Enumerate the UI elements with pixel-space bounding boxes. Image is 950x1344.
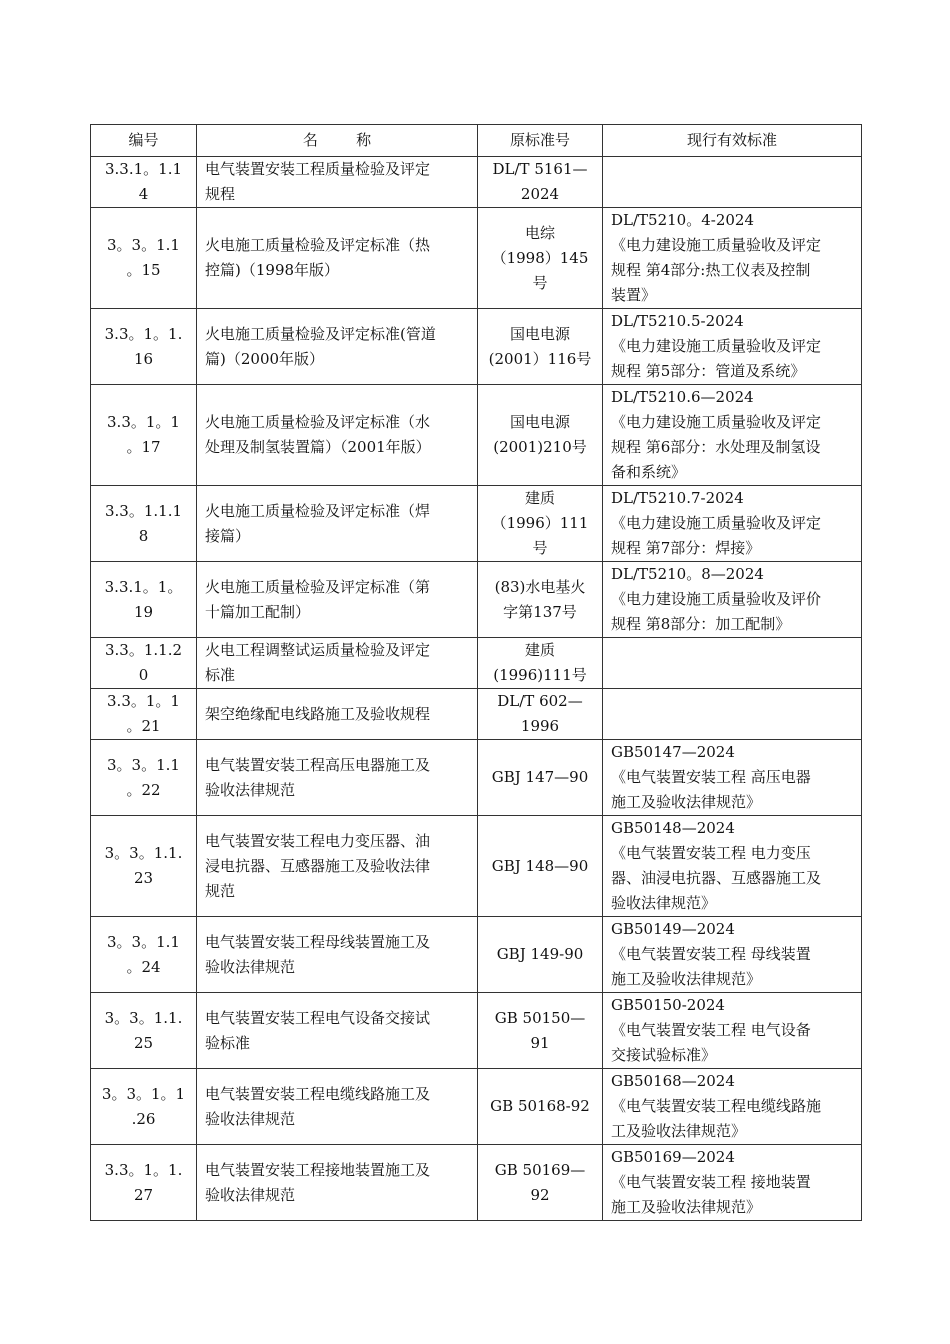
- table-row: [91, 385, 862, 486]
- cell-current-standard-line: 器、油浸电抗器、互感器施工及: [611, 869, 822, 887]
- cell-original-standard-line: 1996: [520, 717, 560, 735]
- cell-number: [91, 1069, 197, 1145]
- cell-current-standard: [603, 993, 862, 1069]
- cell-name: [197, 740, 478, 816]
- cell-name-line: 浸电抗器、互感器施工及验收法律: [205, 856, 431, 875]
- cell-current-standard-line: 《电力建设施工质量验收及评定: [611, 236, 822, 254]
- cell-original-standard: [478, 917, 603, 993]
- cell-number-line: 0: [138, 666, 149, 684]
- table-row: [91, 993, 862, 1069]
- cell-current-standard-line: DL/T5210。8—2024: [611, 565, 764, 583]
- cell-original-standard: [478, 740, 603, 816]
- cell-current-standard: [603, 562, 862, 638]
- cell-name-line: 规程: [205, 185, 236, 203]
- cell-name: [197, 1145, 478, 1221]
- cell-current-standard-line: 装置》: [611, 286, 657, 304]
- cell-number: [91, 486, 197, 562]
- cell-original-standard-line: 号: [532, 539, 548, 557]
- cell-number-line: 3。3。1.1: [107, 236, 180, 254]
- cell-original-standard: [478, 309, 603, 385]
- cell-original-standard: [478, 638, 603, 689]
- cell-current-standard-line: GB50147—2024: [611, 743, 735, 761]
- cell-number-line: 。21: [126, 717, 161, 735]
- table-row: [91, 486, 862, 562]
- cell-current-standard-line: 规程 第8部分：加工配制》: [611, 615, 791, 633]
- cell-number: [91, 562, 197, 638]
- header-number: 编号: [91, 125, 197, 157]
- cell-current-standard-line: 规程 第6部分：水处理及制氢设: [611, 438, 821, 456]
- cell-current-standard-line: 《电力建设施工质量验收及评定: [611, 413, 822, 431]
- cell-name-line: 电气装置安装工程质量检验及评定: [205, 160, 431, 178]
- cell-number: [91, 638, 197, 689]
- cell-current-standard: [603, 309, 862, 385]
- table-row: [91, 689, 862, 740]
- cell-current-standard-line: 《电力建设施工质量验收及评价: [611, 590, 822, 608]
- cell-name-line: 验收法律规范: [205, 957, 296, 976]
- header-current-standard: 现行有效标准: [603, 125, 862, 157]
- cell-original-standard-line: (1996)111号: [493, 666, 587, 684]
- cell-current-standard: [603, 1069, 862, 1145]
- cell-original-standard: [478, 486, 603, 562]
- cell-number-line: 3.3。1。1: [107, 692, 180, 710]
- cell-number: [91, 1145, 197, 1221]
- cell-name-line: 架空绝缘配电线路施工及验收规程: [205, 704, 431, 723]
- cell-current-standard: [603, 816, 862, 917]
- cell-name-line: 电气装置安装工程接地装置施工及: [205, 1160, 431, 1179]
- cell-original-standard-line: （1996）111: [491, 514, 589, 532]
- cell-number-line: 3.3。1。1: [107, 413, 180, 431]
- cell-current-standard-line: 备和系统》: [611, 463, 687, 481]
- cell-number-line: 27: [133, 1185, 154, 1204]
- cell-original-standard-line: GBJ 148—90: [491, 856, 589, 875]
- cell-current-standard-line: 规程 第5部分：管道及系统》: [611, 362, 806, 380]
- cell-current-standard: [603, 638, 862, 689]
- table-body: [91, 157, 862, 1221]
- cell-name: [197, 385, 478, 486]
- cell-name: [197, 309, 478, 385]
- cell-number-line: 3.3。1.1.1: [104, 501, 183, 520]
- cell-name: [197, 486, 478, 562]
- cell-current-standard-line: 《电气装置安装工程电缆线路施: [611, 1097, 822, 1115]
- cell-original-standard: [478, 385, 603, 486]
- cell-original-standard-line: 国电电源: [509, 324, 570, 343]
- cell-current-standard: [603, 385, 862, 486]
- cell-current-standard-line: 《电气装置安装工程 电力变压: [611, 844, 811, 862]
- table-row: [91, 1069, 862, 1145]
- cell-name-line: 火电施工质量检验及评定标准(管道: [205, 324, 436, 343]
- cell-current-standard: [603, 208, 862, 309]
- cell-name-line: 验标准: [205, 1033, 251, 1052]
- cell-original-standard-line: 国电电源: [509, 413, 570, 431]
- cell-number-line: 3。3。1.1: [107, 755, 180, 774]
- cell-name: [197, 1069, 478, 1145]
- cell-original-standard-line: (2001)210号: [493, 438, 587, 456]
- cell-number-line: 3.3.1。1.1: [104, 160, 183, 178]
- cell-number: [91, 208, 197, 309]
- cell-original-standard: [478, 993, 603, 1069]
- cell-original-standard: [478, 816, 603, 917]
- table-row: [91, 562, 862, 638]
- cell-original-standard: [478, 208, 603, 309]
- table-row: [91, 740, 862, 816]
- header-row: [91, 125, 862, 157]
- header-name: 名 称: [197, 125, 478, 157]
- cell-current-standard-line: 《电力建设施工质量验收及评定: [611, 514, 822, 532]
- cell-name-line: 验收法律规范: [205, 1109, 296, 1128]
- cell-current-standard-line: GB50148—2024: [611, 819, 735, 837]
- cell-current-standard-line: GB50169—2024: [611, 1148, 735, 1166]
- cell-number-line: 19: [133, 602, 154, 621]
- cell-name-line: 火电施工质量检验及评定标准（热: [205, 236, 431, 254]
- cell-current-standard: [603, 157, 862, 208]
- table-row: [91, 917, 862, 993]
- table-row: [91, 1145, 862, 1221]
- cell-current-standard-line: GB50168—2024: [611, 1072, 735, 1090]
- header-original-standard: 原标准号: [478, 125, 603, 157]
- cell-current-standard-line: DL/T5210.6—2024: [611, 388, 754, 406]
- cell-name: [197, 562, 478, 638]
- cell-current-standard-line: DL/T5210.5-2024: [611, 312, 744, 330]
- cell-number-line: 。24: [126, 957, 161, 976]
- cell-current-standard-line: 施工及验收法律规范》: [611, 1198, 762, 1216]
- cell-current-standard-line: 施工及验收法律规范》: [611, 793, 762, 811]
- cell-name: [197, 917, 478, 993]
- cell-number: [91, 689, 197, 740]
- cell-number-line: 16: [133, 349, 154, 368]
- cell-original-standard-line: DL/T 5161—: [492, 160, 588, 178]
- cell-current-standard-line: DL/T5210。4-2024: [611, 211, 755, 229]
- cell-number: [91, 385, 197, 486]
- cell-original-standard-line: （1998）145: [491, 248, 589, 267]
- cell-name-line: 接篇）: [205, 526, 251, 545]
- cell-original-standard-line: 建质: [524, 641, 555, 659]
- cell-number-line: 。22: [126, 780, 161, 799]
- cell-name-line: 电气装置安装工程高压电器施工及: [205, 755, 431, 774]
- cell-original-standard: [478, 689, 603, 740]
- cell-name-line: 电气装置安装工程电缆线路施工及: [205, 1084, 431, 1103]
- cell-name-line: 验收法律规范: [205, 780, 296, 799]
- cell-number-line: 3.3.1。1。: [104, 577, 183, 596]
- table-row: [91, 309, 862, 385]
- cell-original-standard: [478, 157, 603, 208]
- cell-name: [197, 638, 478, 689]
- cell-current-standard-line: 《电气装置安装工程 母线装置: [611, 945, 811, 963]
- cell-current-standard: [603, 740, 862, 816]
- cell-current-standard-line: 交接试验标准》: [611, 1046, 717, 1064]
- cell-number-line: 3.3。1。1.: [104, 324, 183, 343]
- cell-name-line: 标准: [205, 666, 236, 684]
- cell-original-standard-line: (2001）116号: [488, 349, 592, 368]
- cell-number: [91, 309, 197, 385]
- cell-current-standard-line: GB50150-2024: [611, 996, 725, 1014]
- cell-original-standard-line: 2024: [520, 185, 560, 203]
- cell-current-standard-line: 施工及验收法律规范》: [611, 970, 762, 988]
- cell-number-line: 3。3。1。1: [101, 1084, 186, 1103]
- table-row: [91, 638, 862, 689]
- cell-original-standard-line: GB 50168-92: [490, 1097, 590, 1115]
- cell-number-line: 3。3。1.1.: [104, 844, 183, 862]
- cell-name: [197, 208, 478, 309]
- cell-number-line: 。15: [126, 261, 161, 279]
- cell-current-standard-line: 规程 第4部分:热工仪表及控制: [611, 261, 811, 279]
- cell-number-line: 25: [133, 1033, 154, 1052]
- cell-current-standard: [603, 486, 862, 562]
- cell-name-line: 火电工程调整试运质量检验及评定: [205, 641, 431, 659]
- cell-name-line: 处理及制氢装置篇）（2001年版）: [205, 438, 431, 456]
- cell-current-standard-line: 《电气装置安装工程 接地装置: [611, 1173, 811, 1191]
- cell-name: [197, 157, 478, 208]
- cell-current-standard: [603, 689, 862, 740]
- cell-current-standard-line: 规程 第7部分：焊接》: [611, 539, 761, 557]
- cell-name: [197, 689, 478, 740]
- cell-original-standard-line: 字第137号: [503, 602, 577, 621]
- cell-name: [197, 816, 478, 917]
- cell-name-line: 电气装置安装工程母线装置施工及: [205, 932, 431, 951]
- cell-current-standard: [603, 1145, 862, 1221]
- cell-current-standard-line: 《电气装置安装工程 高压电器: [611, 768, 811, 786]
- cell-name-line: 火电施工质量检验及评定标准（水: [205, 413, 431, 431]
- cell-number: [91, 740, 197, 816]
- cell-name: [197, 993, 478, 1069]
- cell-original-standard-line: DL/T 602—: [497, 692, 583, 710]
- cell-number-line: 3.3。1。1.: [104, 1160, 183, 1179]
- table-row: [91, 208, 862, 309]
- cell-current-standard-line: 《电力建设施工质量验收及评定: [611, 337, 822, 355]
- cell-original-standard: [478, 1069, 603, 1145]
- table-row: [91, 816, 862, 917]
- cell-number-line: 。17: [126, 438, 161, 456]
- cell-name-line: 火电施工质量检验及评定标准（焊: [205, 501, 431, 520]
- cell-name-line: 电气装置安装工程电气设备交接试: [205, 1008, 431, 1027]
- cell-original-standard-line: GB 50169—92: [494, 1160, 586, 1204]
- cell-name-line: 验收法律规范: [205, 1185, 296, 1204]
- cell-current-standard-line: DL/T5210.7-2024: [611, 489, 744, 507]
- cell-current-standard-line: 工及验收法律规范》: [611, 1122, 747, 1140]
- cell-number: [91, 816, 197, 917]
- cell-name-line: 十篇加工配制）: [205, 602, 311, 621]
- cell-name-line: 控篇)（1998年版）: [205, 261, 340, 279]
- cell-original-standard-line: (83)水电基火: [494, 577, 586, 596]
- cell-number: [91, 917, 197, 993]
- cell-current-standard: [603, 917, 862, 993]
- cell-name-line: 规范: [205, 881, 236, 900]
- cell-number-line: 3.3。1.1.2: [104, 641, 183, 659]
- cell-original-standard: [478, 562, 603, 638]
- table-row: [91, 157, 862, 208]
- cell-original-standard-line: 建质: [524, 489, 555, 507]
- cell-number-line: 23: [133, 869, 154, 887]
- cell-original-standard: [478, 1145, 603, 1221]
- cell-number-line: 3。3。1.1.: [104, 1008, 183, 1027]
- cell-number-line: 3。3。1.1: [107, 932, 180, 951]
- cell-name-line: 篇)（2000年版）: [205, 349, 325, 368]
- cell-current-standard-line: 验收法律规范》: [611, 894, 717, 912]
- cell-original-standard-line: GB 50150—91: [494, 1008, 586, 1052]
- cell-current-standard-line: 《电气装置安装工程 电气设备: [611, 1021, 811, 1039]
- cell-original-standard-line: GBJ 147—90: [491, 768, 589, 786]
- cell-name-line: 电气装置安装工程电力变压器、油: [205, 831, 431, 850]
- cell-number-line: .26: [131, 1109, 156, 1128]
- cell-number-line: 8: [138, 526, 149, 545]
- cell-number-line: 4: [138, 185, 149, 203]
- standards-table: [90, 124, 862, 1221]
- cell-original-standard-line: 号: [532, 273, 548, 292]
- cell-number: [91, 157, 197, 208]
- cell-original-standard-line: GBJ 149-90: [496, 945, 584, 963]
- cell-name-line: 火电施工质量检验及评定标准（第: [205, 577, 431, 596]
- cell-original-standard-line: 电综: [524, 223, 555, 242]
- cell-current-standard-line: GB50149—2024: [611, 920, 735, 938]
- cell-number: [91, 993, 197, 1069]
